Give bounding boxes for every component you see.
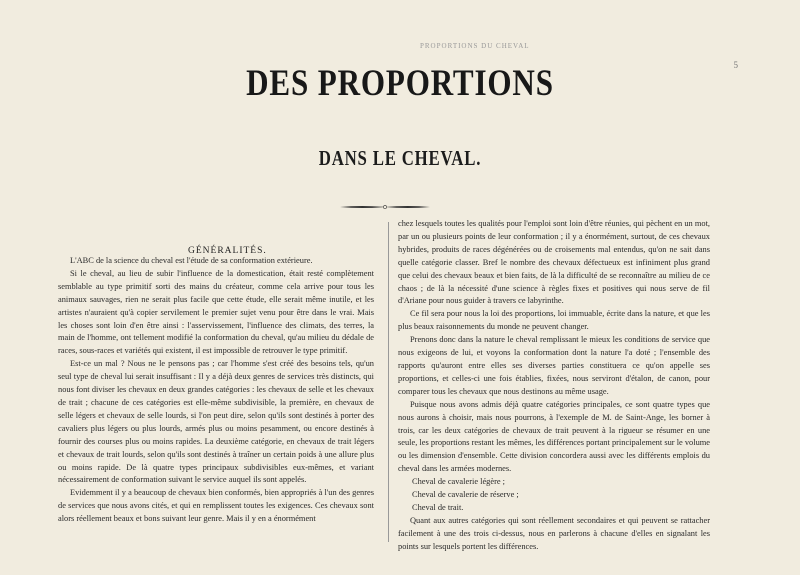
list-item: Cheval de cavalerie légère ; — [412, 477, 506, 487]
paragraph: Si le cheval, au lieu de subir l'influence de la domestication, était resté complètement semblable au type primitif sorti des mains du créateur, comme cela arrive pour tous les animaux sauvages, rien ne serait plus facile que cette étude, elle serait même inutile, et les artistes n'auraient qu'à copier servilement le premier sujet venu pour être dans le vrai. Mais les choses sont loin d'en être ainsi : l'asservissement, l'influence des climats, des terres, la main de l'homme, ont tellement modifié la conformation du cheval, qu'au milieu du dédale de races, sous-races et variétés qui existent, il est impossible de retrouver le type primitif. — [58, 268, 374, 356]
page-title: DES PROPORTIONS — [246, 63, 554, 104]
right-column — [398, 218, 710, 554]
paragraph: Ce fil sera pour nous la loi des proportions, loi immuable, écrite dans la nature, et que les plus beaux raisonnements du monde ne peuvent changer. — [398, 309, 710, 332]
paragraph: Puisque nous avons admis déjà quatre catégories principales, ce sont quatre types que nous aurons à choisir, mais nous pourrons, à l'exemple de M. de Saint-Ange, les borner à trois, car les deux catégories de chevaux de trait peuvent à la rigueur se résumer en une seule, les proportions restant les mêmes, les différences portant principalement sur le volume ou les dimension d'ensemble. Cette division concordera aussi avec les différents emplois du cheval dans les armées modernes. — [398, 399, 710, 474]
divider-ornament — [340, 204, 430, 210]
paragraph: Prenons donc dans la nature le cheval remplissant le mieux les conditions de service que nous exigeons de lui, et voyons la conformation dont la nature l'a doté ; l'ensemble des rapports qu'auront entre elles ses diverses parties constituera ce qu'on appelle ses proportions, et celles-ci une fois établies, fixées, nous serviront d'étalon, de canon, pour comparer tous les chevaux que nous destinons au même usage. — [398, 335, 710, 396]
page-subtitle: DANS LE CHEVAL. — [318, 146, 482, 170]
page-number: 5 — [733, 60, 738, 70]
paragraph: Evidemment il y a beaucoup de chevaux bien conformés, bien appropriés à l'un des genres de services que nous avons cités, et qui en remplissent toutes les exigences. Ces chevaux sont alors réellement beaux et bons suivant leur genre. Mais il y en a énormément — [58, 488, 374, 524]
paragraph: Quant aux autres catégories qui sont réellement secondaires et qui peuvent se rattacher facilement à une des trois ci-dessus, nous en parlerons à chacune d'elles en signalant les points sur lesquels portent les différences. — [398, 515, 710, 551]
paragraph: chez lesquels toutes les qualités pour l'emploi sont loin d'être réunies, qui pèchent en un mot, par un ou plusieurs points de leur conformation ; il y a énormément, surtout, de ces chevaux hybrides, produits de races dégénérées ou de croisements mal entendus, qu'on ne sait dans quelle catégorie classer. Bref le nombre des chevaux défectueux est infiniment plus grand que celui des chevaux beaux et bien faits, de là la difficulté de se reconnaître au milieu de ce chaos ; de là la nécessité d'une science à règles fixes et positives qui nous serve de fil d'Ariane pour nous guider à travers ce labyrinthe. — [398, 219, 710, 306]
paragraph: Est-ce un mal ? Nous ne le pensons pas ; car l'homme s'est créé des besoins tels, qu'un seul type de cheval lui serait insuffisant : Il y a déjà deux genres de services très distincts, qui nous font diviser les chevaux en deux grandes catégories : les chevaux de selle et les chevaux de trait ; chacune de ces catégories est elle-même subdivisible, la première, en chevaux de selle légers et chevaux de selle lourds, si l'on peut dire, selon qu'ils sont destinés à porter des cavaliers plus légers ou plus lourds, armés plus ou moins pesamment, ou encore destinés à fournir des courses plus ou moins rapides. La deuxième catégorie, en chevaux de trait légers et chevaux de trait lourds, selon qu'ils sont destinés à traîner un certain poids à une allure plus ou moins rapide. De là quatre types principaux subdivisibles eux-mêmes, et variant nécessairement de conformation suivant le service auquel ils sont appelés. — [58, 359, 374, 485]
list-item: Cheval de trait. — [412, 502, 464, 512]
section-heading: GÉNÉRALITÉS. — [188, 246, 267, 256]
column-divider — [388, 222, 389, 542]
paragraph: L'ABC de la science du cheval est l'étude de sa conformation extérieure. — [70, 256, 313, 265]
running-head: PROPORTIONS DU CHEVAL — [420, 42, 530, 50]
list-item: Cheval de cavalerie de réserve ; — [412, 490, 519, 500]
left-column — [58, 247, 374, 526]
